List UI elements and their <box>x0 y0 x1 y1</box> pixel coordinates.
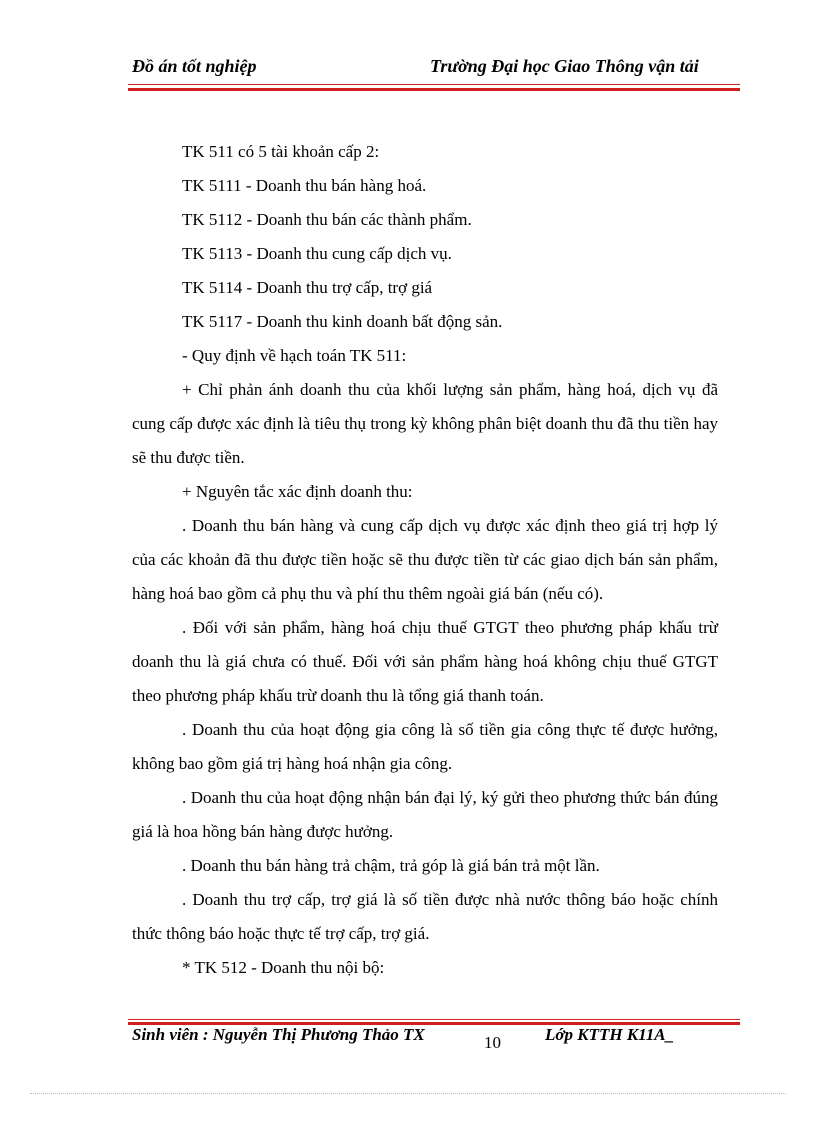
footer-class-name: Lớp KTTH K11A_ <box>545 1025 675 1044</box>
text-line: * TK 512 - Doanh thu nội bộ: <box>182 958 385 977</box>
text-line: TK 5111 - Doanh thu bán hàng hoá. <box>182 176 427 195</box>
header-rule-thin <box>128 84 740 85</box>
header-rule-thick <box>128 88 740 91</box>
footer-rule-thin <box>128 1019 740 1020</box>
paragraph: . Doanh thu trợ cấp, trợ giá là số tiền được nhà nước thông báo hoặc chính thức thông báo hoặc thực tế trợ cấp, trợ giá. <box>132 890 718 943</box>
text-line: . Doanh thu bán hàng trả chậm, trả góp là giá bán trả một lần. <box>182 856 600 875</box>
text-line: TK 5112 - Doanh thu bán các thành phẩm. <box>182 210 472 229</box>
paragraph: . Doanh thu của hoạt động nhận bán đại lý, ký gửi theo phương thức bán đúng giá là hoa hồng bán hàng được hưởng. <box>132 788 718 841</box>
text-line: TK 5117 - Doanh thu kinh doanh bất động sản. <box>182 312 503 331</box>
page-number: 10 <box>484 1033 501 1052</box>
text-line: TK 511 có 5 tài khoản cấp 2: <box>182 142 380 161</box>
text-line: TK 5113 - Doanh thu cung cấp dịch vụ. <box>182 244 452 263</box>
header-title-left: Đồ án tốt nghiệp <box>132 56 257 76</box>
paragraph: . Đối với sản phẩm, hàng hoá chịu thuế GTGT theo phương pháp khấu trừ doanh thu là giá chưa có thuế. Đối với sản phẩm hàng hoá không chịu thuế GTGT theo phương pháp khấu trừ doanh thu là tổng giá thanh toán. <box>132 618 718 705</box>
document-body <box>132 135 718 985</box>
page-bottom-dotted-line <box>30 1093 786 1094</box>
text-line: + Nguyên tắc xác định doanh thu: <box>182 482 413 501</box>
paragraph: . Doanh thu bán hàng và cung cấp dịch vụ được xác định theo giá trị hợp lý của các khoản đã thu được tiền hoặc sẽ thu được tiền từ các giao dịch bán sản phẩm, hàng hoá bao gồm cả phụ thu và phí thu thêm ngoài giá bán (nếu có). <box>132 516 718 603</box>
text-line: TK 5114 - Doanh thu trợ cấp, trợ giá <box>182 278 433 297</box>
text-line: - Quy định về hạch toán TK 511: <box>182 346 407 365</box>
header-title-right: Trường Đại học Giao Thông vận tải <box>430 56 699 76</box>
paragraph: . Doanh thu của hoạt động gia công là số tiền gia công thực tế được hưởng, không bao gồm giá trị hàng hoá nhận gia công. <box>132 720 718 773</box>
footer-student-name: Sinh viên : Nguyễn Thị Phương Thảo TX <box>132 1025 425 1044</box>
paragraph: + Chỉ phản ánh doanh thu của khối lượng sản phẩm, hàng hoá, dịch vụ đã cung cấp được xác định là tiêu thụ trong kỳ không phân biệt doanh thu đã thu tiền hay sẽ thu được tiền. <box>132 380 718 467</box>
